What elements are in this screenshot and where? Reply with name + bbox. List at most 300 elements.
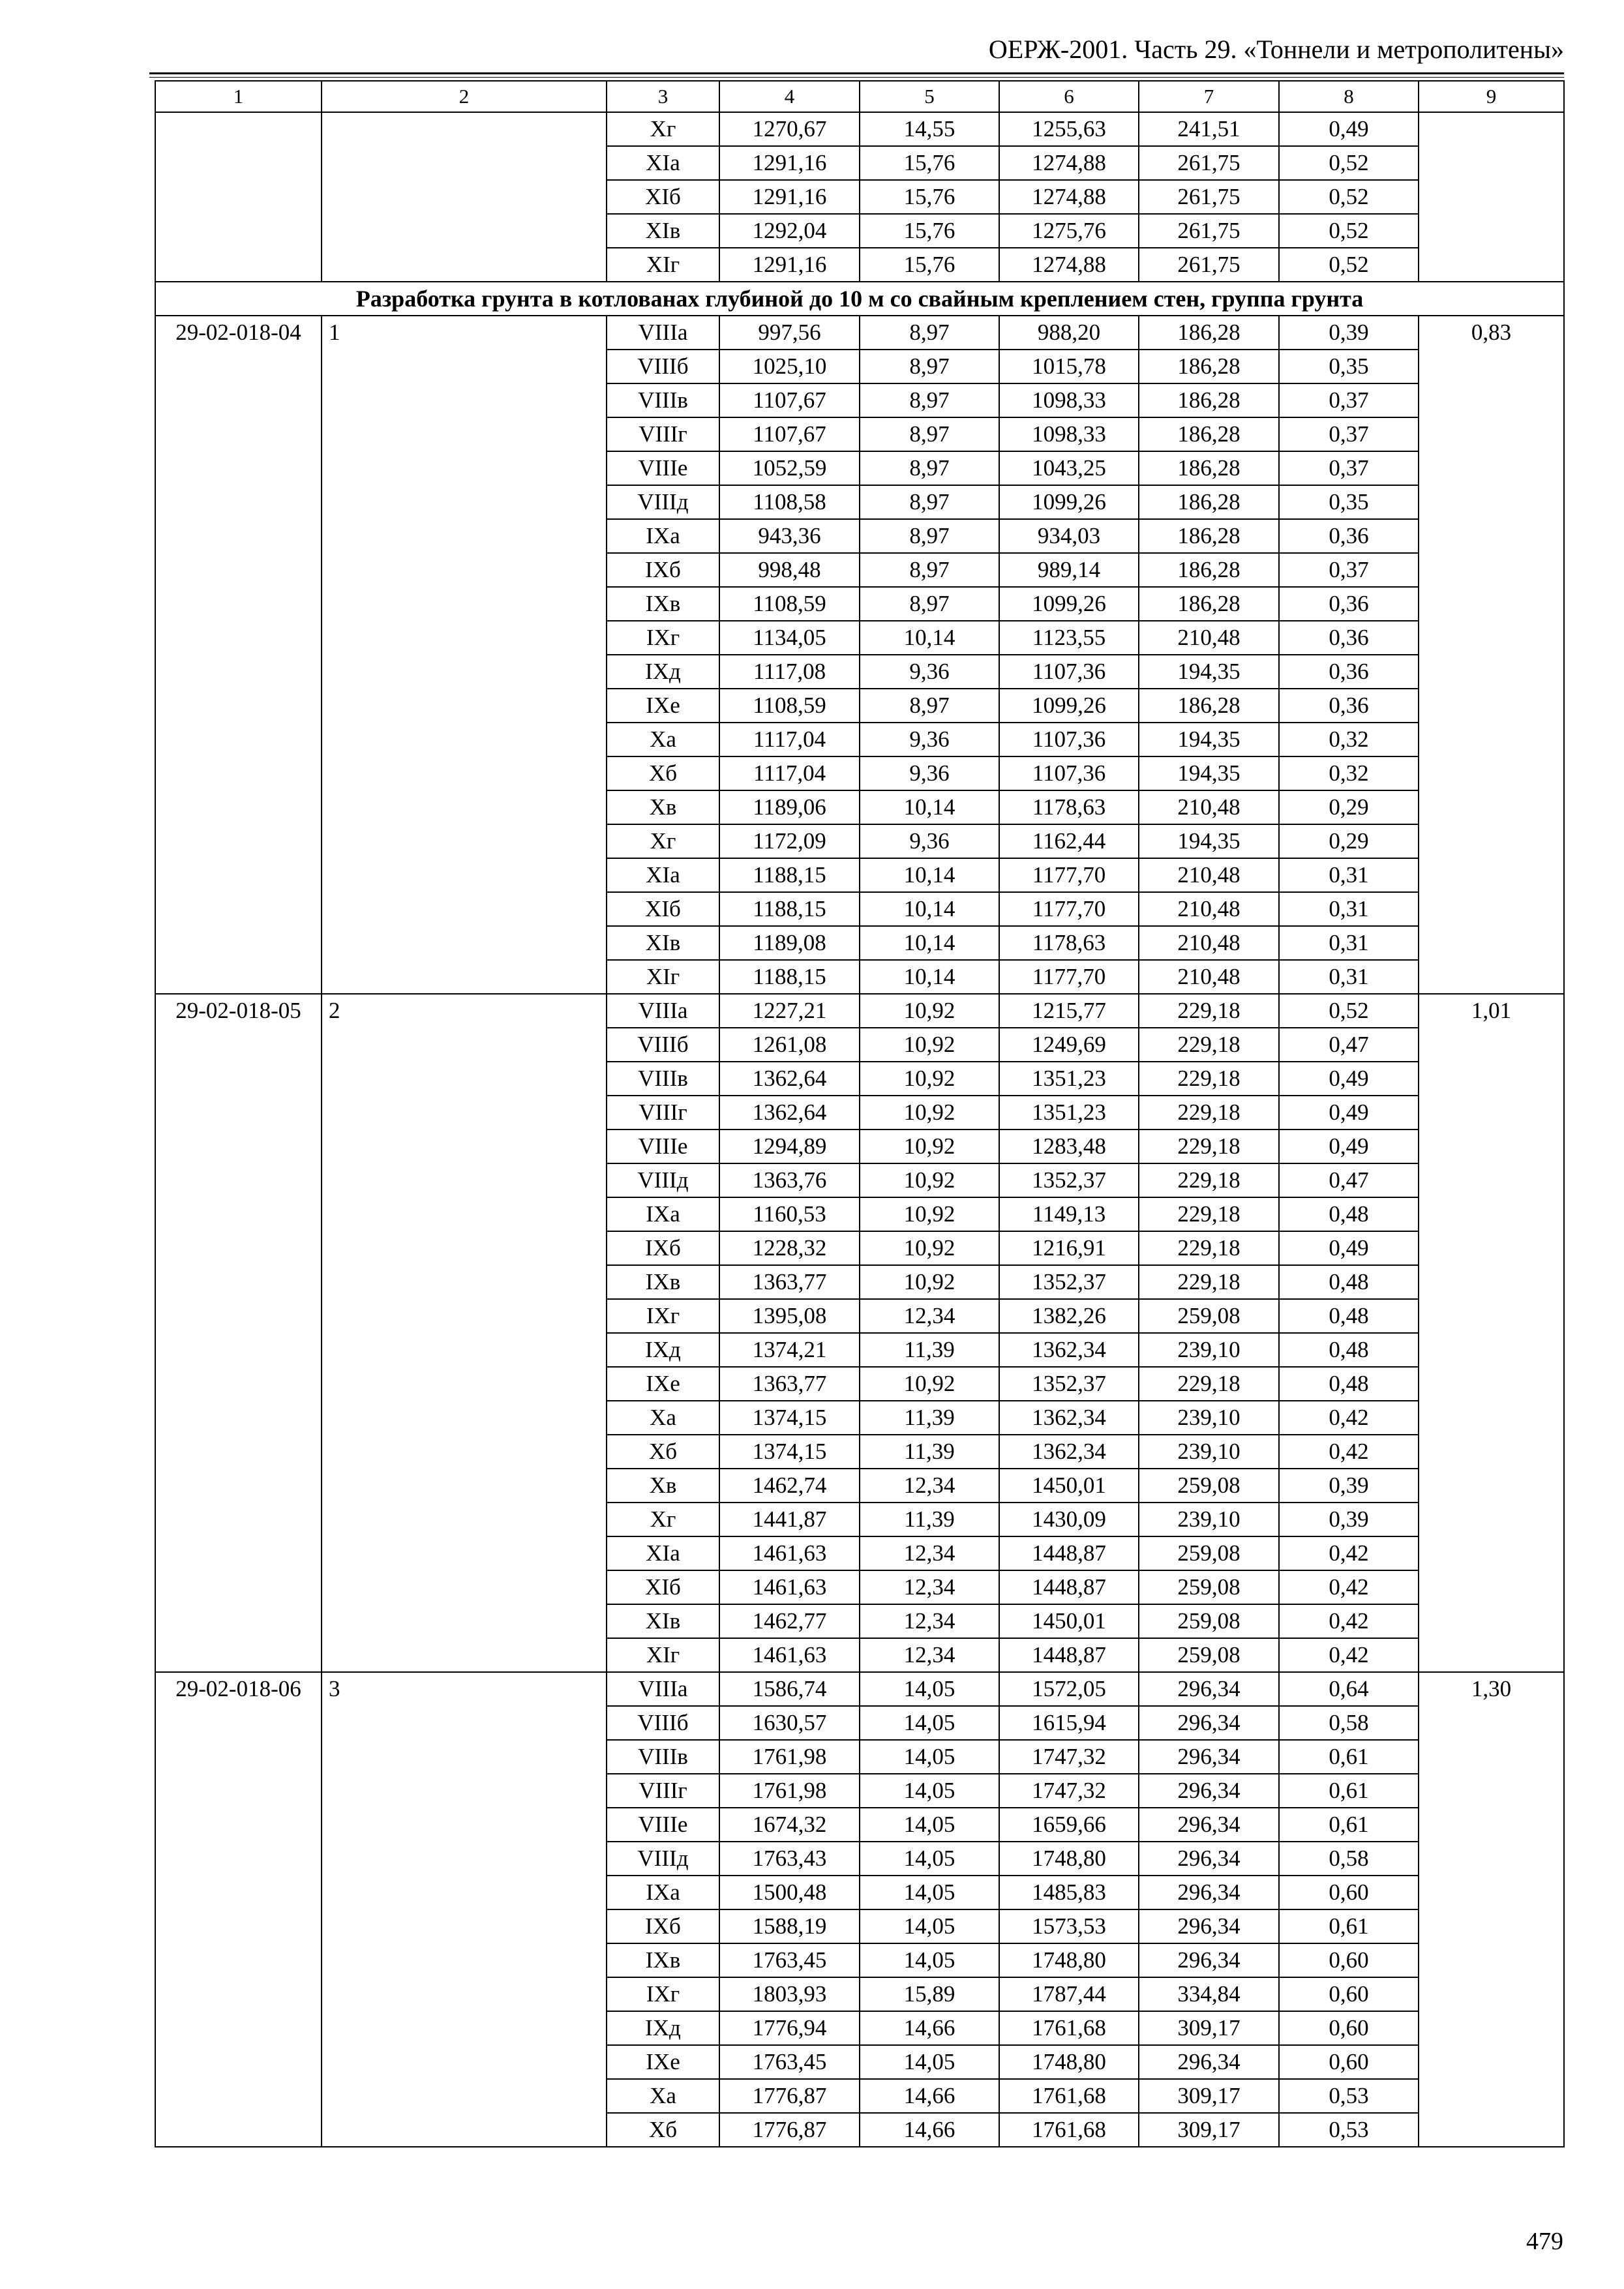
table-cell: 296,34	[1139, 1672, 1279, 1706]
table-cell: 296,34	[1139, 1842, 1279, 1876]
table-cell: 8,97	[860, 553, 999, 587]
table-cell: VIIIб	[607, 1706, 719, 1740]
table-cell: 0,36	[1279, 587, 1419, 621]
table-cell: 0,37	[1279, 417, 1419, 451]
continuation-col9-cell	[1419, 112, 1564, 282]
table-cell: 0,31	[1279, 926, 1419, 960]
table-cell: 1249,69	[999, 1028, 1139, 1062]
table-cell: 1108,59	[719, 587, 860, 621]
table-cell: 1763,45	[719, 1943, 860, 1977]
table-cell: IXг	[607, 621, 719, 655]
table-cell: 0,42	[1279, 1570, 1419, 1604]
table-cell: 0,61	[1279, 1808, 1419, 1842]
table-cell: 1274,88	[999, 248, 1139, 282]
table-cell: 1216,91	[999, 1231, 1139, 1265]
table-cell: 1500,48	[719, 1876, 860, 1909]
table-cell: 0,60	[1279, 2045, 1419, 2079]
table-cell: 0,53	[1279, 2079, 1419, 2113]
table-cell: 1448,87	[999, 1570, 1139, 1604]
table-cell: 10,92	[860, 1130, 999, 1163]
table-cell: IXа	[607, 1876, 719, 1909]
table-cell: 1441,87	[719, 1503, 860, 1536]
table-cell: 9,36	[860, 655, 999, 689]
table-cell: 14,05	[860, 2045, 999, 2079]
table-cell: 186,28	[1139, 485, 1279, 519]
table-cell: 309,17	[1139, 2079, 1279, 2113]
table-cell: 0,31	[1279, 858, 1419, 892]
table-cell: 1189,06	[719, 790, 860, 824]
table-cell: 259,08	[1139, 1604, 1279, 1638]
table-cell: 1461,63	[719, 1536, 860, 1570]
table-cell: 0,49	[1279, 1062, 1419, 1096]
table-cell: IXд	[607, 655, 719, 689]
table-cell: IXе	[607, 689, 719, 723]
table-cell: 186,28	[1139, 316, 1279, 350]
table-cell: 296,34	[1139, 1774, 1279, 1808]
table-cell: 0,60	[1279, 1977, 1419, 2011]
table-cell: 0,42	[1279, 1638, 1419, 1672]
table-cell: VIIIа	[607, 994, 719, 1028]
table-cell: 0,53	[1279, 2113, 1419, 2147]
table-cell: IXб	[607, 553, 719, 587]
table-cell: 241,51	[1139, 112, 1279, 146]
table-cell: 259,08	[1139, 1536, 1279, 1570]
table-cell: VIIIе	[607, 1808, 719, 1842]
table-cell: 1270,67	[719, 112, 860, 146]
table-cell: 12,34	[860, 1604, 999, 1638]
table-cell: 1382,26	[999, 1299, 1139, 1333]
table-cell: 8,97	[860, 383, 999, 417]
table-cell: 210,48	[1139, 926, 1279, 960]
table-cell: 11,39	[860, 1503, 999, 1536]
table-cell: XIг	[607, 960, 719, 994]
table-cell: 11,39	[860, 1333, 999, 1367]
table-cell: 1747,32	[999, 1774, 1139, 1808]
table-cell: VIIIв	[607, 1062, 719, 1096]
table-cell: 1160,53	[719, 1197, 860, 1231]
table-cell: IXб	[607, 1909, 719, 1943]
table-cell: 1448,87	[999, 1638, 1139, 1672]
continuation-code-cell	[155, 112, 322, 282]
table-cell: 194,35	[1139, 723, 1279, 756]
table-cell: 15,76	[860, 214, 999, 248]
table-cell: XIа	[607, 146, 719, 180]
table-cell: 1747,32	[999, 1740, 1139, 1774]
table-cell: 296,34	[1139, 1808, 1279, 1842]
table-cell: 0,52	[1279, 214, 1419, 248]
table-cell: 229,18	[1139, 1062, 1279, 1096]
table-cell: 1776,94	[719, 2011, 860, 2045]
table-cell: 1761,68	[999, 2011, 1139, 2045]
table-cell: 1052,59	[719, 451, 860, 485]
table-cell: 10,92	[860, 1265, 999, 1299]
table-cell: 0,52	[1279, 146, 1419, 180]
table-cell: 0,61	[1279, 1774, 1419, 1808]
table-cell: 261,75	[1139, 146, 1279, 180]
table-cell: 0,39	[1279, 1469, 1419, 1503]
table-cell: 1107,36	[999, 723, 1139, 756]
table-cell: 1450,01	[999, 1604, 1139, 1638]
rates-table-body	[155, 81, 1564, 2147]
table-cell: 296,34	[1139, 1909, 1279, 1943]
table-cell: IXв	[607, 1265, 719, 1299]
table-cell: 296,34	[1139, 1706, 1279, 1740]
table-cell: 296,34	[1139, 2045, 1279, 2079]
table-cell: 1291,16	[719, 248, 860, 282]
rate-code: 29-02-018-04	[155, 316, 322, 994]
table-cell: 11,39	[860, 1435, 999, 1469]
table-cell: 1448,87	[999, 1536, 1139, 1570]
table-cell: 1362,34	[999, 1333, 1139, 1367]
table-cell: Xа	[607, 723, 719, 756]
table-cell: 0,58	[1279, 1842, 1419, 1876]
table-cell: 1588,19	[719, 1909, 860, 1943]
table-cell: XIб	[607, 892, 719, 926]
table-cell: 1025,10	[719, 350, 860, 383]
column-number: 6	[999, 81, 1139, 112]
table-cell: VIIIд	[607, 485, 719, 519]
table-cell: 1098,33	[999, 383, 1139, 417]
table-cell: 0,42	[1279, 1604, 1419, 1638]
table-cell: 296,34	[1139, 1876, 1279, 1909]
table-cell: XIг	[607, 1638, 719, 1672]
table-cell: 0,47	[1279, 1028, 1419, 1062]
table-cell: 259,08	[1139, 1570, 1279, 1604]
table-cell: 0,60	[1279, 1876, 1419, 1909]
table-cell: 12,34	[860, 1638, 999, 1672]
table-cell: 14,05	[860, 1740, 999, 1774]
table-cell: 0,35	[1279, 350, 1419, 383]
table-cell: 0,49	[1279, 112, 1419, 146]
table-cell: XIа	[607, 858, 719, 892]
table-cell: IXд	[607, 2011, 719, 2045]
table-cell: 1189,08	[719, 926, 860, 960]
table-cell: 15,89	[860, 1977, 999, 2011]
table-cell: 14,05	[860, 1876, 999, 1909]
table-cell: 1283,48	[999, 1130, 1139, 1163]
table-cell: Xг	[607, 1503, 719, 1536]
table-cell: 210,48	[1139, 790, 1279, 824]
table-cell: 1188,15	[719, 960, 860, 994]
table-cell: 1761,98	[719, 1774, 860, 1808]
table-cell: 1485,83	[999, 1876, 1139, 1909]
header-rule-thin	[149, 77, 1564, 78]
table-cell: 186,28	[1139, 417, 1279, 451]
table-cell: 1572,05	[999, 1672, 1139, 1706]
table-cell: 10,92	[860, 1062, 999, 1096]
table-cell: XIв	[607, 214, 719, 248]
table-cell: 261,75	[1139, 248, 1279, 282]
column-number: 2	[322, 81, 607, 112]
table-cell: 10,92	[860, 1197, 999, 1231]
table-cell: 1803,93	[719, 1977, 860, 2011]
table-row	[155, 112, 1564, 146]
table-cell: 0,31	[1279, 892, 1419, 926]
table-cell: 10,14	[860, 892, 999, 926]
table-cell: 1108,58	[719, 485, 860, 519]
table-cell: 14,05	[860, 1672, 999, 1706]
table-cell: VIIIб	[607, 350, 719, 383]
table-cell: 229,18	[1139, 994, 1279, 1028]
table-cell: 1255,63	[999, 112, 1139, 146]
table-cell: 1462,77	[719, 1604, 860, 1638]
table-cell: 9,36	[860, 756, 999, 790]
table-cell: 0,58	[1279, 1706, 1419, 1740]
table-cell: 0,36	[1279, 655, 1419, 689]
table-cell: IXд	[607, 1333, 719, 1367]
table-cell: 0,49	[1279, 1130, 1419, 1163]
table-cell: 1761,98	[719, 1740, 860, 1774]
table-cell: 210,48	[1139, 892, 1279, 926]
table-cell: 1149,13	[999, 1197, 1139, 1231]
table-cell: 0,36	[1279, 621, 1419, 655]
table-cell: 296,34	[1139, 1943, 1279, 1977]
table-cell: 1450,01	[999, 1469, 1139, 1503]
table-cell: 229,18	[1139, 1197, 1279, 1231]
table-cell: 8,97	[860, 587, 999, 621]
rate-col9: 1,30	[1419, 1672, 1564, 2147]
table-cell: Xг	[607, 824, 719, 858]
table-cell: 0,35	[1279, 485, 1419, 519]
table-cell: 14,55	[860, 112, 999, 146]
table-cell: 12,34	[860, 1469, 999, 1503]
table-cell: 1352,37	[999, 1163, 1139, 1197]
table-cell: 1748,80	[999, 2045, 1139, 2079]
table-cell: 186,28	[1139, 350, 1279, 383]
table-cell: 1117,04	[719, 723, 860, 756]
table-cell: 1228,32	[719, 1231, 860, 1265]
table-cell: 10,14	[860, 960, 999, 994]
table-cell: 261,75	[1139, 180, 1279, 214]
table-cell: VIIIг	[607, 417, 719, 451]
table-cell: XIб	[607, 1570, 719, 1604]
table-cell: 0,29	[1279, 824, 1419, 858]
table-cell: 1178,63	[999, 790, 1139, 824]
table-cell: 14,05	[860, 1842, 999, 1876]
table-cell: 14,05	[860, 1774, 999, 1808]
table-cell: Xв	[607, 1469, 719, 1503]
table-cell: 10,14	[860, 621, 999, 655]
table-cell: 1261,08	[719, 1028, 860, 1062]
table-cell: 0,60	[1279, 1943, 1419, 1977]
table-cell: Xб	[607, 756, 719, 790]
table-cell: 1274,88	[999, 146, 1139, 180]
table-cell: 1763,43	[719, 1842, 860, 1876]
table-cell: IXе	[607, 1367, 719, 1401]
table-cell: 1178,63	[999, 926, 1139, 960]
table-cell: 0,37	[1279, 383, 1419, 417]
table-cell: 186,28	[1139, 689, 1279, 723]
table-cell: 1573,53	[999, 1909, 1139, 1943]
table-cell: 0,64	[1279, 1672, 1419, 1706]
table-cell: 186,28	[1139, 587, 1279, 621]
table-cell: VIIIа	[607, 1672, 719, 1706]
table-cell: 1015,78	[999, 350, 1139, 383]
rate-col9: 0,83	[1419, 316, 1564, 994]
table-cell: 259,08	[1139, 1469, 1279, 1503]
table-cell: 0,52	[1279, 180, 1419, 214]
table-cell: 10,92	[860, 994, 999, 1028]
table-cell: 14,66	[860, 2079, 999, 2113]
table-cell: XIб	[607, 180, 719, 214]
table-cell: VIIIа	[607, 316, 719, 350]
column-number: 8	[1279, 81, 1419, 112]
table-cell: IXе	[607, 2045, 719, 2079]
table-cell: 1275,76	[999, 214, 1139, 248]
table-cell: 8,97	[860, 316, 999, 350]
table-cell: 12,34	[860, 1536, 999, 1570]
table-cell: 239,10	[1139, 1503, 1279, 1536]
table-cell: 1292,04	[719, 214, 860, 248]
table-cell: 186,28	[1139, 383, 1279, 417]
table-cell: 1043,25	[999, 451, 1139, 485]
table-cell: 1117,08	[719, 655, 860, 689]
column-number: 1	[155, 81, 322, 112]
table-cell: VIIIв	[607, 1740, 719, 1774]
section-title: Разработка грунта в котлованах глубиной до 10 м со свайным креплением стен, группа грунта	[155, 282, 1564, 316]
table-cell: 1352,37	[999, 1265, 1139, 1299]
table-cell: 1363,77	[719, 1265, 860, 1299]
table-cell: 1374,15	[719, 1401, 860, 1435]
table-cell: 1099,26	[999, 485, 1139, 519]
table-cell: 1362,64	[719, 1096, 860, 1130]
table-cell: IXб	[607, 1231, 719, 1265]
column-number: 4	[719, 81, 860, 112]
table-cell: 1586,74	[719, 1672, 860, 1706]
table-cell: 239,10	[1139, 1333, 1279, 1367]
table-cell: 14,05	[860, 1909, 999, 1943]
table-cell: VIIIд	[607, 1842, 719, 1876]
table-cell: 1274,88	[999, 180, 1139, 214]
table-cell: 1177,70	[999, 858, 1139, 892]
table-cell: 12,34	[860, 1299, 999, 1333]
table-cell: 1172,09	[719, 824, 860, 858]
section-title-row	[155, 282, 1564, 316]
table-cell: 0,48	[1279, 1299, 1419, 1333]
table-cell: 0,42	[1279, 1435, 1419, 1469]
table-cell: 1374,21	[719, 1333, 860, 1367]
table-cell: 14,05	[860, 1943, 999, 1977]
table-cell: VIIIе	[607, 451, 719, 485]
table-cell: 0,48	[1279, 1197, 1419, 1231]
table-cell: 1430,09	[999, 1503, 1139, 1536]
table-cell: 10,92	[860, 1163, 999, 1197]
table-cell: 1177,70	[999, 960, 1139, 994]
table-cell: 229,18	[1139, 1367, 1279, 1401]
table-cell: 1134,05	[719, 621, 860, 655]
table-cell: 1748,80	[999, 1943, 1139, 1977]
table-cell: 296,34	[1139, 1740, 1279, 1774]
table-cell: 1362,34	[999, 1401, 1139, 1435]
table-cell: 210,48	[1139, 858, 1279, 892]
table-cell: 194,35	[1139, 824, 1279, 858]
table-cell: 1351,23	[999, 1062, 1139, 1096]
table-cell: 1215,77	[999, 994, 1139, 1028]
table-cell: 9,36	[860, 824, 999, 858]
table-cell: 1291,16	[719, 180, 860, 214]
rate-code: 29-02-018-06	[155, 1672, 322, 2147]
table-cell: 1162,44	[999, 824, 1139, 858]
table-cell: 194,35	[1139, 756, 1279, 790]
column-number: 9	[1419, 81, 1564, 112]
table-row	[155, 1672, 1564, 1706]
table-cell: 1107,67	[719, 383, 860, 417]
table-cell: XIг	[607, 248, 719, 282]
table-cell: 0,48	[1279, 1333, 1419, 1367]
column-number: 5	[860, 81, 999, 112]
table-row	[155, 316, 1564, 350]
table-cell: 9,36	[860, 723, 999, 756]
table-cell: 1674,32	[719, 1808, 860, 1842]
table-cell: 229,18	[1139, 1231, 1279, 1265]
table-cell: 12,34	[860, 1570, 999, 1604]
table-cell: 1099,26	[999, 689, 1139, 723]
table-cell: IXв	[607, 587, 719, 621]
table-cell: 0,61	[1279, 1909, 1419, 1943]
table-cell: 239,10	[1139, 1401, 1279, 1435]
table-cell: 229,18	[1139, 1163, 1279, 1197]
table-cell: Xв	[607, 790, 719, 824]
table-row	[155, 994, 1564, 1028]
table-cell: 1098,33	[999, 417, 1139, 451]
table-cell: 8,97	[860, 417, 999, 451]
table-cell: 259,08	[1139, 1299, 1279, 1333]
table-cell: VIIIб	[607, 1028, 719, 1062]
table-cell: 0,48	[1279, 1367, 1419, 1401]
rate-name: 2	[322, 994, 607, 1672]
table-cell: 1787,44	[999, 1977, 1139, 2011]
table-cell: 1188,15	[719, 892, 860, 926]
table-cell: 229,18	[1139, 1028, 1279, 1062]
table-cell: 0,47	[1279, 1163, 1419, 1197]
table-cell: 988,20	[999, 316, 1139, 350]
table-cell: 0,52	[1279, 248, 1419, 282]
table-cell: 1123,55	[999, 621, 1139, 655]
table-cell: 186,28	[1139, 519, 1279, 553]
rates-table	[155, 80, 1565, 2147]
table-cell: 0,37	[1279, 451, 1419, 485]
table-cell: 998,48	[719, 553, 860, 587]
table-cell: 934,03	[999, 519, 1139, 553]
table-cell: Xг	[607, 112, 719, 146]
table-cell: 8,97	[860, 519, 999, 553]
table-cell: 10,92	[860, 1367, 999, 1401]
table-cell: 1615,94	[999, 1706, 1139, 1740]
rate-code: 29-02-018-05	[155, 994, 322, 1672]
table-cell: XIв	[607, 926, 719, 960]
page-number: 479	[1526, 2228, 1563, 2255]
table-cell: 0,36	[1279, 689, 1419, 723]
table-cell: 1188,15	[719, 858, 860, 892]
table-cell: 1099,26	[999, 587, 1139, 621]
table-cell: XIа	[607, 1536, 719, 1570]
table-cell: IXа	[607, 1197, 719, 1231]
table-cell: 0,42	[1279, 1536, 1419, 1570]
table-cell: 10,92	[860, 1096, 999, 1130]
table-cell: VIIIг	[607, 1774, 719, 1808]
table-cell: 259,08	[1139, 1638, 1279, 1672]
table-cell: 0,48	[1279, 1265, 1419, 1299]
table-cell: Xа	[607, 2079, 719, 2113]
table-cell: 0,49	[1279, 1231, 1419, 1265]
table-cell: 1227,21	[719, 994, 860, 1028]
table-cell: 0,37	[1279, 553, 1419, 587]
table-cell: 0,49	[1279, 1096, 1419, 1130]
table-cell: XIв	[607, 1604, 719, 1638]
rate-col9: 1,01	[1419, 994, 1564, 1672]
rate-name: 3	[322, 1672, 607, 2147]
table-cell: 334,84	[1139, 1977, 1279, 2011]
